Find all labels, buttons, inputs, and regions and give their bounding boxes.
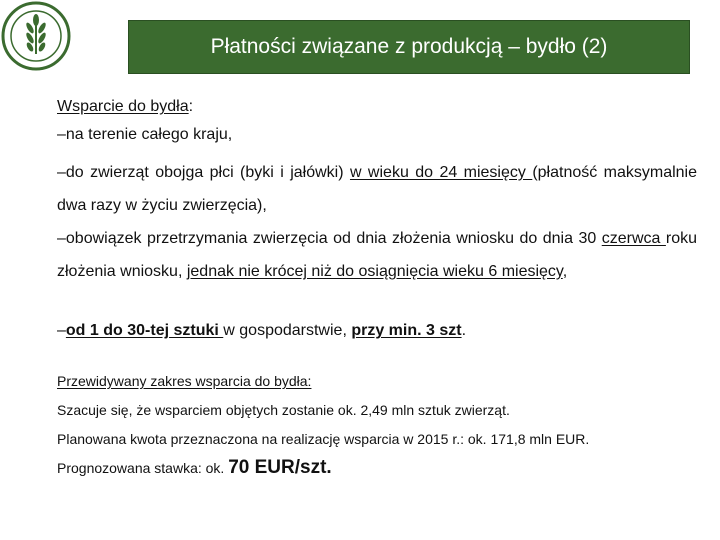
header (0, 0, 720, 74)
rate-value: 70 EUR/szt. (228, 457, 332, 478)
support-heading-colon: : (188, 98, 194, 115)
item3-underlined-2: jednak nie krócej niż do osiągnięcia wieku 6 miesięcy (186, 263, 563, 280)
item2-text-b: (płatność maksymalnie dwa razy w życiu zwierzęcia), (57, 164, 698, 214)
list-item-territory: –na terenie całego kraju, (57, 126, 233, 143)
support-heading-text: Wsparcie do bydła (57, 98, 189, 115)
item3-text-c: , (562, 263, 568, 280)
item3-text-b: roku złożenia wniosku, (57, 230, 698, 280)
list-item-animals (57, 156, 697, 222)
item3-text-a: –obowiązek przetrzymania zwierzęcia od dnia złożenia wniosku do dnia 30 (57, 230, 602, 247)
item3-underlined-1: czerwca (601, 230, 666, 247)
item2-underlined: w wieku do 24 miesięcy (349, 164, 533, 181)
list-item-herd-size (57, 320, 466, 342)
section2-heading: Przewidywany zakres wsparcia do bydła: (57, 373, 312, 389)
support-heading (57, 96, 193, 118)
section2-line-3 (57, 459, 332, 477)
section2-line-2: Planowana kwota przeznaczona na realizację wsparcia w 2015 r.: ok. 171,8 mln EUR. (57, 431, 590, 447)
item4-dash: – (57, 322, 66, 339)
list-item-obligation (57, 222, 697, 288)
item4-underlined-1: od 1 do 30-tej sztuki (65, 322, 224, 339)
item2-text-a: –do zwierząt obojga płci (byki i jałówki) (57, 164, 350, 181)
item4-underlined-2: przy min. 3 szt (351, 322, 462, 339)
rate-label: Prognozowana stawka: ok. (57, 460, 229, 476)
page-title: Płatności związane z produkcją – bydło (2) (128, 20, 690, 74)
item4-text-b: w gospodarstwie, (223, 322, 352, 339)
wheat-emblem-icon (0, 0, 72, 72)
item4-text-c: . (461, 322, 467, 339)
section2-line-1: Szacuje się, że wsparciem objętych zostanie ok. 2,49 mln sztuk zwierząt. (57, 402, 510, 418)
